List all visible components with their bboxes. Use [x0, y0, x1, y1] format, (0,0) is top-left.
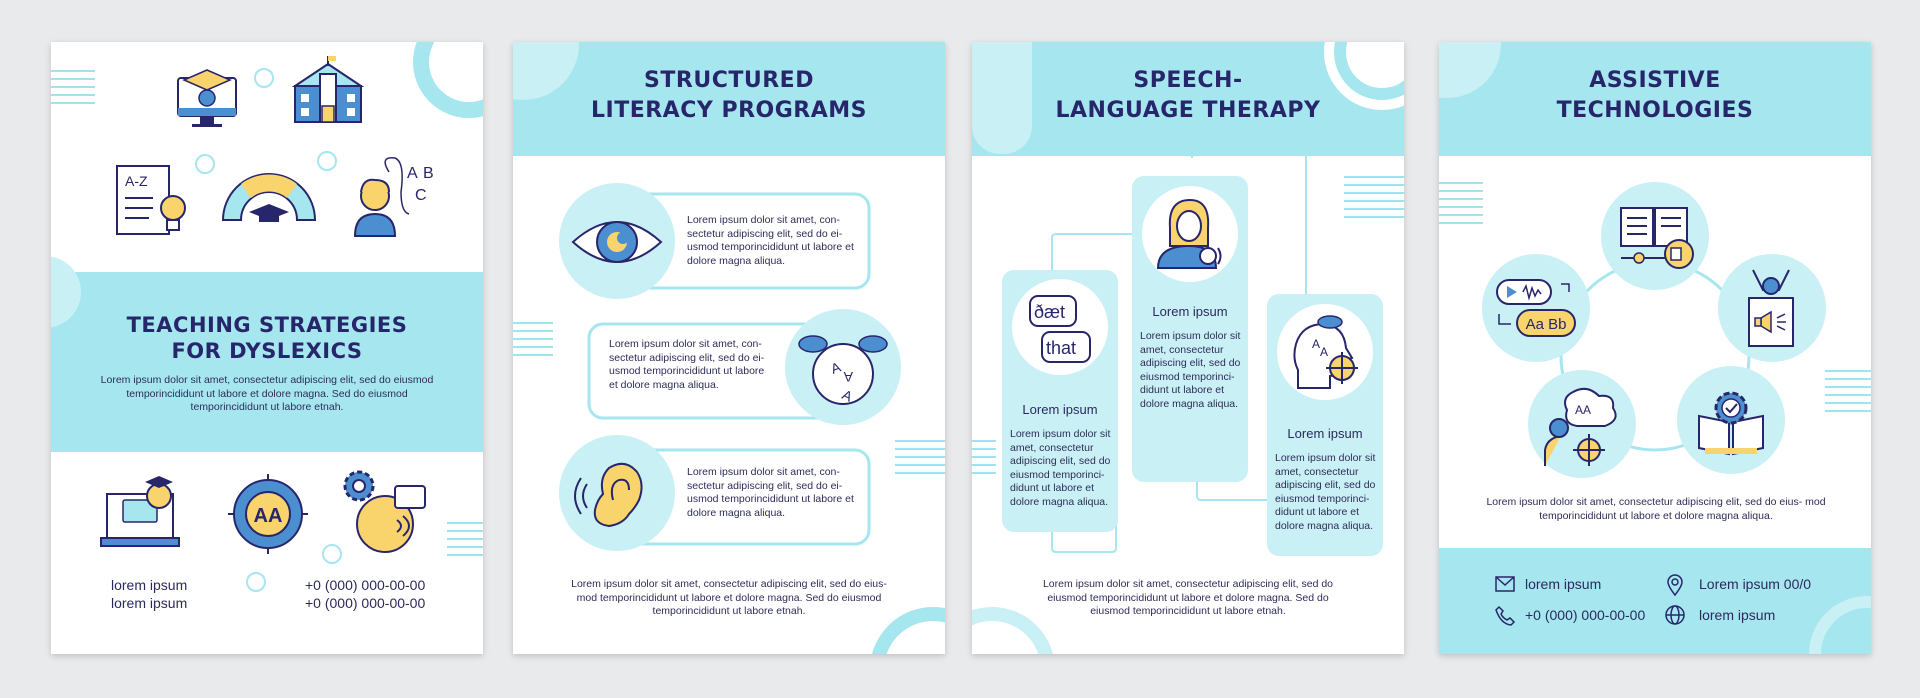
page-title — [1439, 66, 1871, 126]
phone-number-2: +0 (000) 000-00-00 — [305, 595, 426, 611]
speaking-woman-icon — [1154, 194, 1224, 270]
contact-website: lorem ipsum — [1699, 607, 1776, 623]
letter-b-text: B — [423, 165, 434, 182]
head-target-icon — [1290, 314, 1364, 390]
aa-target-icon — [228, 474, 308, 554]
az-lightbulb-icon — [113, 160, 193, 240]
phonetic-bubbles-icon — [1028, 292, 1094, 366]
brochure-page-speech-therapy — [972, 42, 1404, 654]
title-line-1: TEACHING STRATEGIES — [126, 313, 408, 337]
online-education-icon — [174, 64, 240, 130]
letter-c-text: C — [415, 187, 427, 204]
page-title — [972, 66, 1404, 126]
contact-left-line-1: lorem ipsum — [111, 577, 188, 593]
contact-right — [305, 576, 425, 612]
letter-a-1: A — [1312, 337, 1321, 351]
decorative-lines — [972, 440, 996, 480]
description-text: Lorem ipsum dolor sit amet, consectetur adipiscing elit, sed do eius- mod temporincididunt ut labore et dolore magna aliqua. — [1486, 496, 1826, 522]
letter-a-text: A — [407, 165, 418, 182]
title-line-2: LANGUAGE THERAPY — [1055, 98, 1321, 123]
decorative-lines — [1825, 370, 1871, 418]
brochure-page-literacy-programs — [513, 42, 945, 654]
decorative-lines — [513, 322, 553, 362]
book-gear-icon — [1695, 386, 1767, 456]
gear-speech-icon — [341, 468, 431, 558]
footer-text: Lorem ipsum dolor sit amet, consectetur adipiscing elit, sed do eiusmod temporincididunt ut labore et dolore magna. Sed do eiusmod temporincididunt ut labore etnah. — [1042, 578, 1334, 617]
card-text-3: Lorem ipsum dolor sit amet, consectetur adipiscing elit, sed do eiusmod temporinci- didunt ut labore et dolore magna aliqua. — [1275, 452, 1376, 532]
card-heading-1: Lorem ipsum — [1022, 402, 1098, 417]
globe-icon — [1665, 605, 1685, 625]
aa-bb-text: Aa Bb — [1525, 316, 1567, 333]
phonetic-text: ðæt — [1034, 302, 1066, 322]
page-title — [51, 312, 483, 364]
decorative-lines — [51, 70, 95, 110]
brochure-page-teaching-strategies — [51, 42, 483, 654]
text-to-speech-icon — [1495, 278, 1579, 338]
title-line-1: STRUCTURED — [644, 68, 814, 93]
card-text-1: Lorem ipsum dolor sit amet, consectetur adipiscing elit, sed do eiusmod temporinci- didunt ut labore et dolore magna aliqua. — [1010, 428, 1111, 508]
aa-text: AA — [1575, 403, 1592, 417]
phone-icon — [1495, 606, 1515, 626]
graduation-gauge-icon — [219, 164, 319, 226]
laptop-chat-icon — [101, 474, 185, 552]
literacy-item-text-2: Lorem ipsum dolor sit amet, con- sectetur adipiscing elit, sed do ei- usmod temporincididunt ut labore et dolore magna aliqua. — [609, 338, 765, 391]
card-heading-2: Lorem ipsum — [1152, 304, 1228, 319]
contact-left — [111, 576, 187, 612]
school-building-icon — [291, 52, 365, 126]
decorative-lines — [895, 440, 945, 480]
robot-arm-icon — [1739, 268, 1803, 348]
brochure-page-assistive-technologies — [1439, 42, 1871, 654]
dyslexia-head-icon — [795, 328, 891, 408]
decorative-lines — [1439, 182, 1483, 230]
letter-a-2: A — [1320, 345, 1329, 359]
phone-number-1: +0 (000) 000-00-00 — [305, 577, 426, 593]
contact-phone: +0 (000) 000-00-00 — [1525, 607, 1646, 623]
title-line-1: ASSISTIVE — [1589, 68, 1721, 93]
ear-icon — [579, 454, 649, 532]
aa-text: AA — [253, 505, 283, 527]
title-line-2: FOR DYSLEXICS — [171, 339, 363, 363]
title-line-2: TECHNOLOGIES — [1556, 98, 1754, 123]
decorative-lines — [1344, 176, 1404, 224]
rotated-a-1: A — [828, 358, 843, 377]
confused-person-icon — [1543, 388, 1623, 468]
rotated-a-2: A — [843, 369, 853, 385]
location-pin-icon — [1667, 574, 1683, 596]
eye-icon — [571, 214, 663, 270]
card-heading-3: Lorem ipsum — [1287, 426, 1363, 441]
card-text-2: Lorem ipsum dolor sit amet, consectetur adipiscing elit, sed do eiusmod temporinci- didunt ut labore et dolore magna aliqua. — [1140, 330, 1241, 410]
mail-icon — [1495, 576, 1515, 592]
audio-book-icon — [1617, 202, 1695, 272]
contact-address: Lorem ipsum 00/0 — [1699, 576, 1812, 592]
literacy-item-text-1: Lorem ipsum dolor sit amet, con- sectetur adipiscing elit, sed do ei- usmod temporincididunt ut labore et dolore magna aliqua. — [687, 214, 854, 267]
contact-left-line-2: lorem ipsum — [111, 595, 188, 611]
word-text: that — [1046, 338, 1077, 358]
title-line-1: SPEECH- — [1133, 68, 1243, 93]
contact-email: lorem ipsum — [1525, 576, 1602, 592]
page-title — [513, 66, 945, 126]
title-line-2: LITERACY PROGRAMS — [591, 98, 867, 123]
rotated-a-3: A — [839, 386, 855, 405]
decorative-lines — [447, 522, 483, 562]
page4-decoration — [1439, 42, 1871, 654]
child-abc-icon — [349, 152, 439, 242]
footer-text: Lorem ipsum dolor sit amet, consectetur adipiscing elit, sed do eius- mod temporincididunt ut labore et dolore magna. Sed do eiusmod temporincididunt ut labore etnah. — [571, 578, 887, 617]
az-text: A-Z — [125, 173, 148, 189]
literacy-item-text-3: Lorem ipsum dolor sit amet, con- sectetur adipiscing elit, sed do ei- usmod temporincididunt ut labore et dolore magna aliqua. — [687, 466, 854, 519]
intro-text: Lorem ipsum dolor sit amet, consectetur adipiscing elit, sed do eiusmod temporincididunt ut labore et dolore magna. Sed do eiusmod temporincididunt ut labore etnah. — [100, 374, 434, 413]
